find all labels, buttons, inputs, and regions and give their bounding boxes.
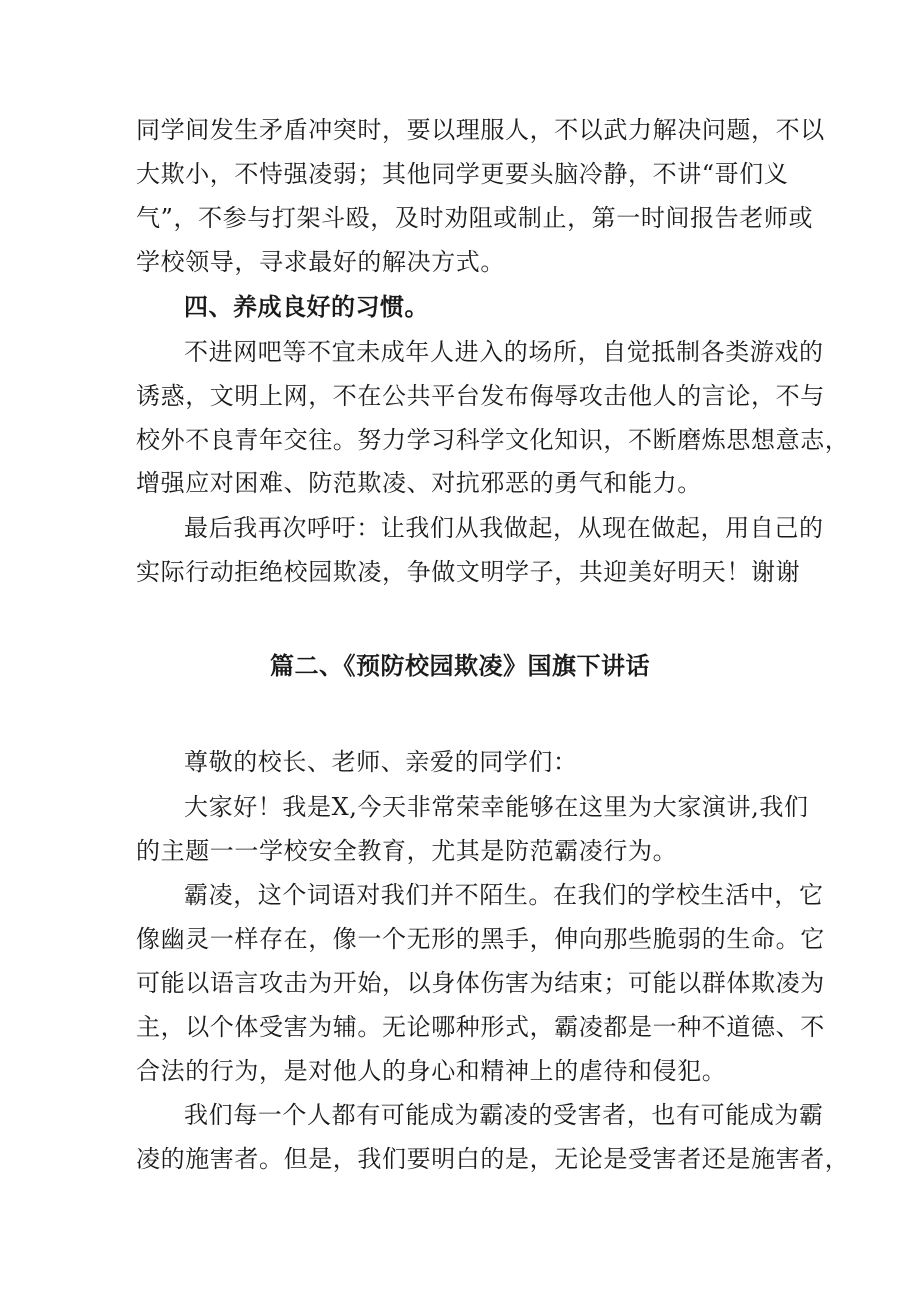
paragraph-line: 的主题一一学校安全教育，尤其是防范霸凌行为。	[136, 837, 678, 865]
paragraph-line: 同学间发生矛盾冲突时，要以理服人，不以武力解决问题，不以	[136, 116, 825, 144]
section-heading: 四、养成良好的习惯。	[184, 293, 429, 321]
paragraph-line: 可能以语言攻击为开始，以身体伤害为结束；可能以群体欺凌为	[136, 969, 825, 997]
paragraph-line: 凌的施害者。但是，我们要明白的是，无论是受害者还是施害者，	[136, 1145, 850, 1173]
paragraph-line: 像幽灵一样存在，像一个无形的黑手，伸向那些脆弱的生命。它	[136, 925, 825, 953]
paragraph-line: 实际行动拒绝校园欺凌，争做文明学子，共迎美好明天！谢谢	[136, 558, 801, 586]
paragraph-line: 气”，不参与打架斗殴，及时劝阻或制止，第一时间报告老师或	[136, 204, 814, 232]
paragraph-line: 最后我再次呼吁：让我们从我做起，从现在做起，用自己的	[184, 514, 824, 542]
paragraph-line: 大欺小，不恃强凌弱；其他同学更要头脑冷静，不讲“哥们义	[136, 160, 789, 188]
document-title: 篇二、《预防校园欺凌》国旗下讲话	[270, 652, 650, 680]
paragraph-line: 校外不良青年交往。努力学习科学文化知识，不断磨炼思想意志，	[136, 426, 850, 454]
paragraph-line: 不进网吧等不宜未成年人进入的场所，自觉抵制各类游戏的	[184, 338, 824, 366]
paragraph-line: 主，以个体受害为辅。无论哪种形式，霸凌都是一种不道德、不	[136, 1013, 825, 1041]
paragraph-line: 诱惑，文明上网，不在公共平台发布侮辱攻击他人的言论，不与	[136, 382, 825, 410]
paragraph-line: 合法的行为，是对他人的身心和精神上的虐待和侵犯。	[136, 1057, 727, 1085]
paragraph-line: 霸凌，这个词语对我们并不陌生。在我们的学校生活中，它	[184, 881, 824, 909]
paragraph-line: 学校领导，寻求最好的解决方式。	[136, 248, 505, 276]
paragraph-line: 大家好！我是X,今天非常荣幸能够在这里为大家演讲,我们	[184, 793, 809, 821]
greeting-line: 尊敬的校长、老师、亲爱的同学们：	[184, 748, 578, 776]
paragraph-line: 我们每一个人都有可能成为霸凌的受害者，也有可能成为霸	[184, 1101, 824, 1129]
paragraph-line: 增强应对困难、防范欺凌、对抗邪恶的勇气和能力。	[136, 469, 702, 497]
